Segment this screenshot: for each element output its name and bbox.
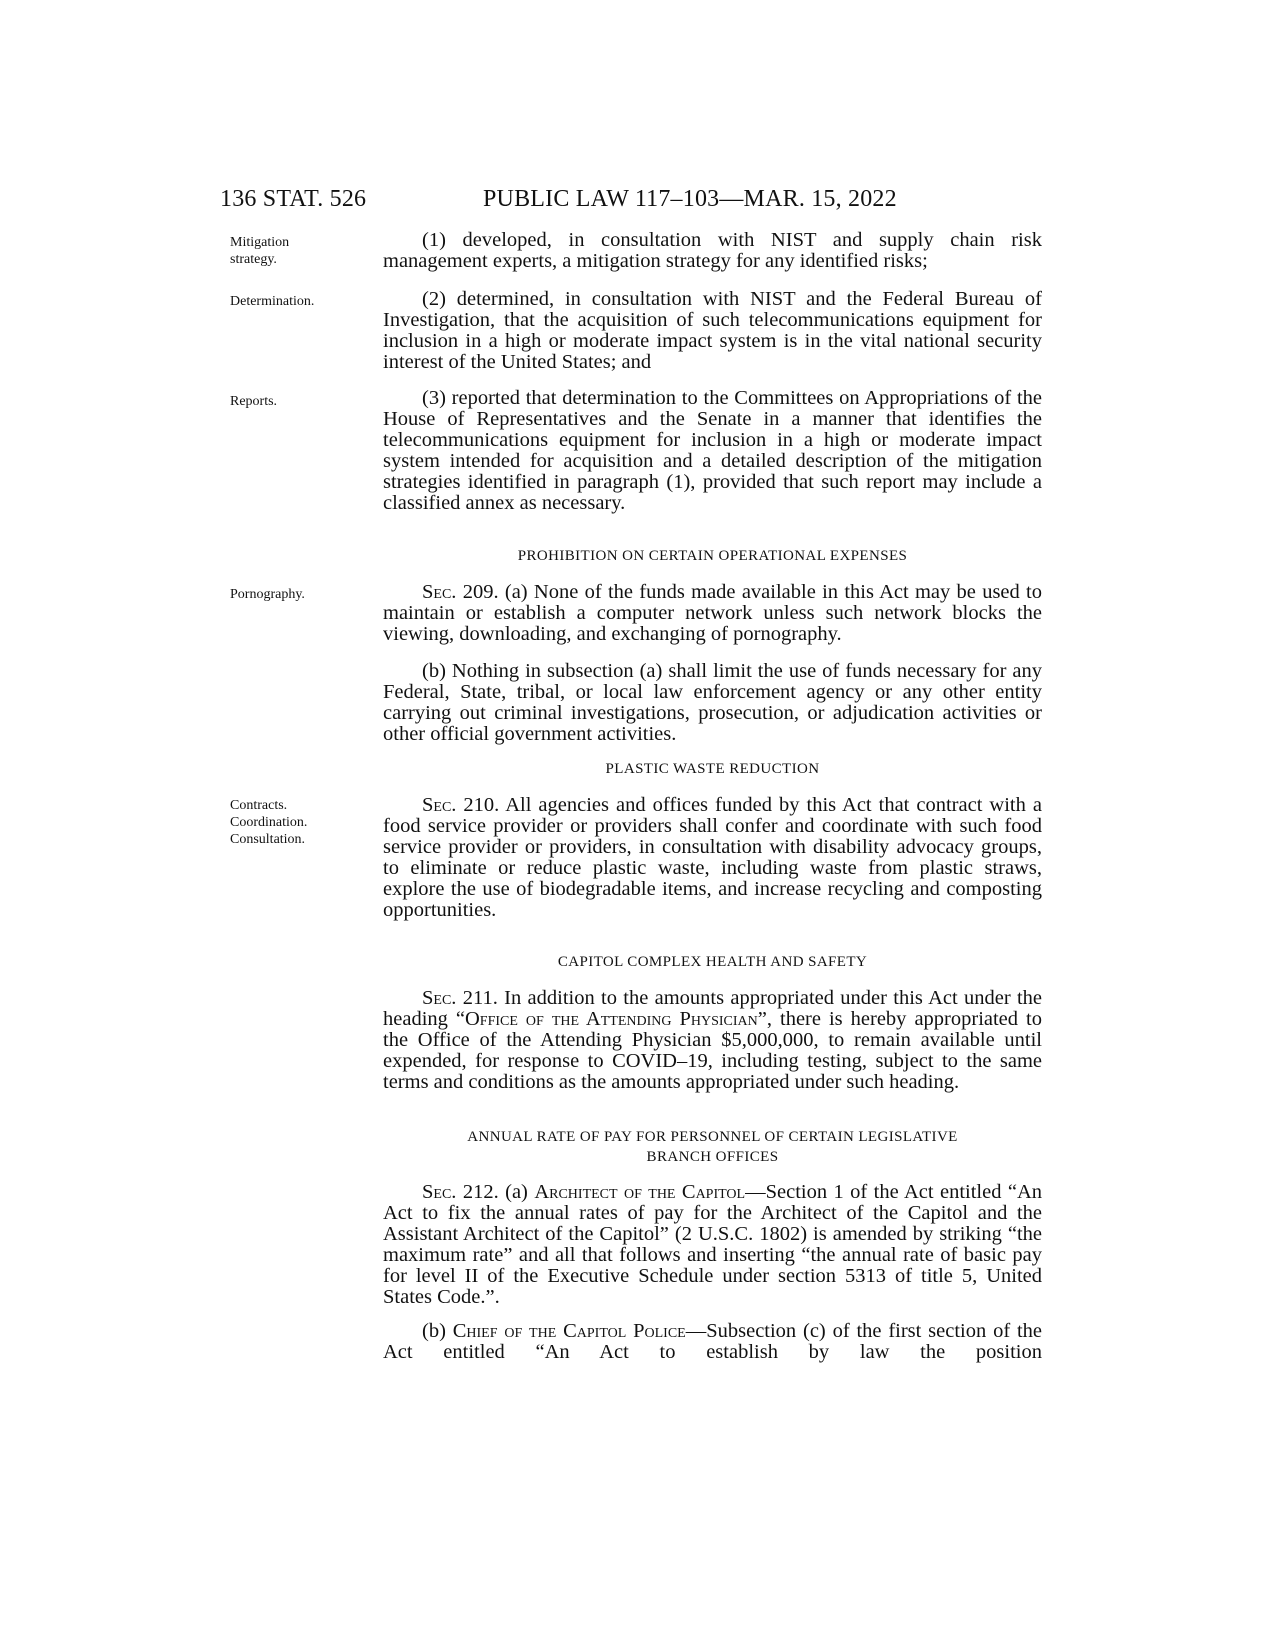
page-stat-number: 136 STAT. 526 — [220, 186, 367, 212]
margin-note-line: Determination. — [230, 294, 315, 309]
margin-note-line: Reports. — [230, 394, 278, 409]
margin-note-determination — [230, 293, 314, 310]
heading-reference: Office of the Attending Physician — [465, 1008, 758, 1030]
section-211-text-before: In addition to the amounts appropriated under this Act under the heading “ — [383, 987, 1043, 1030]
section-212-heading — [383, 1127, 1042, 1167]
section-212-b: (b) Chief of the Capitol Police—Subsection (c) of the first section of the Act entitled “An Act to establish by law the position — [383, 1320, 1043, 1363]
section-label: Sec. 211. — [422, 987, 498, 1009]
section-211-text-block — [383, 988, 1042, 1093]
section-212-a: Sec. 212. (a) Architect of the Capitol—Section 1 of the Act entitled “An Act to fix the annual rates of pay for the Architect of the Capitol and the Assistant Architect of the Capitol” (2 U.S.C. 1802) is amended by striking “the maximum rate” and all that follows and inserting “the annual rate of basic pay for level II of the Executive Schedule under section 5313 of title 5, United States Code.”. — [383, 1181, 1043, 1308]
margin-note-line: Coordination. — [230, 815, 308, 830]
margin-note-pornography — [230, 586, 305, 603]
subsection-label: (b) — [422, 1320, 446, 1342]
section-209-a-text: (a) None of the funds made available in this Act may be used to maintain or establish a computer network unless such network blocks the viewing, downloading, and exchanging of pornography. — [383, 581, 1043, 645]
section-label: Sec. 209. — [422, 581, 499, 603]
page-header-title: PUBLIC LAW 117–103—MAR. 15, 2022 — [483, 186, 897, 212]
subsection-title: Chief of the Capitol Police — [452, 1320, 686, 1342]
section-209-heading: PROHIBITION ON CERTAIN OPERATIONAL EXPENSES — [517, 548, 908, 564]
section-211-text-after: ”, there is hereby appropriated to the Office of the Attending Physician $5,000,000, to remain available until expended, for response to COVID–19, including testing, subject to the same terms and conditions as the amounts appropriated under such heading. — [383, 1008, 1042, 1093]
section-label: Sec. 212. — [422, 1181, 499, 1203]
section-211-heading: CAPITOL COMPLEX HEALTH AND SAFETY — [557, 954, 868, 970]
margin-note-mitigation — [230, 234, 289, 268]
margin-note-line: Pornography. — [230, 587, 305, 602]
section-209-a — [383, 582, 1042, 645]
paragraph-1: (1) developed, in consultation with NIST and supply chain risk management experts, a mitigation strategy for any identified risks; — [383, 229, 1042, 272]
margin-note-line: Consultation. — [230, 832, 306, 847]
subsection-title: Architect of the Capitol — [534, 1181, 746, 1203]
section-212-a-text: Section 1 of the Act entitled “An Act to fix the annual rates of pay for the Architect of the Capitol and the Assistant Architect of the Capitol” (2 U.S.C. 1802) is amended by striking “the maximum rate” and all that follows and inserting “the annual rate of basic pay for level II of the Executive Schedule under section 5313 of title 5, United States Code.”. — [383, 1181, 1043, 1308]
subsection-label: (a) — [505, 1181, 528, 1203]
paragraph-3: (3) reported that determination to the Committees on Appropriations of the House of Representatives and the Senate in a manner that identifies the telecommunications equipment for inclusion in a high or moderate impact system intended for acquisition and a detailed description of the mitigation strategies identified in paragraph (1), provided that such report may include a classified annex as necessary. — [383, 387, 1042, 514]
section-212-b-text: Subsection (c) of the first section of the Act entitled “An Act to establish by law the position — [383, 1320, 1043, 1363]
margin-note-contracts — [230, 797, 307, 848]
margin-note-reports — [230, 393, 277, 410]
paragraph-2: (2) determined, in consultation with NIST and the Federal Bureau of Investigation, that the acquisition of such telecommunications equipment for inclusion in a high or moderate impact system is in the vital national security interest of the United States; and — [383, 288, 1042, 373]
section-label: Sec. 210. — [422, 794, 500, 816]
margin-note-line: Mitigation — [230, 235, 290, 250]
section-210-text-block — [383, 795, 1042, 921]
section-210-heading: PLASTIC WASTE REDUCTION — [605, 761, 820, 777]
margin-note-line: Contracts. — [230, 798, 288, 813]
section-209-b: (b) Nothing in subsection (a) shall limit the use of funds necessary for any Federal, State, tribal, or local law enforcement agency or any other entity carrying out criminal investigations, prosecution, or adjudication activities or other official government activities. — [383, 660, 1042, 745]
section-210-text: All agencies and offices funded by this Act that contract with a food service provider or providers shall confer and coordinate with such food service provider or providers, in consultation with disability advocacy groups, to eliminate or reduce plastic waste, including waste from plastic straws, explore the use of biodegradable items, and increase recycling and composting opportunities. — [383, 794, 1042, 921]
margin-note-line: strategy. — [230, 252, 277, 267]
heading-line: BRANCH OFFICES — [646, 1149, 779, 1165]
heading-line: ANNUAL RATE OF PAY FOR PERSONNEL OF CERTAIN LEGISLATIVE — [467, 1129, 958, 1145]
